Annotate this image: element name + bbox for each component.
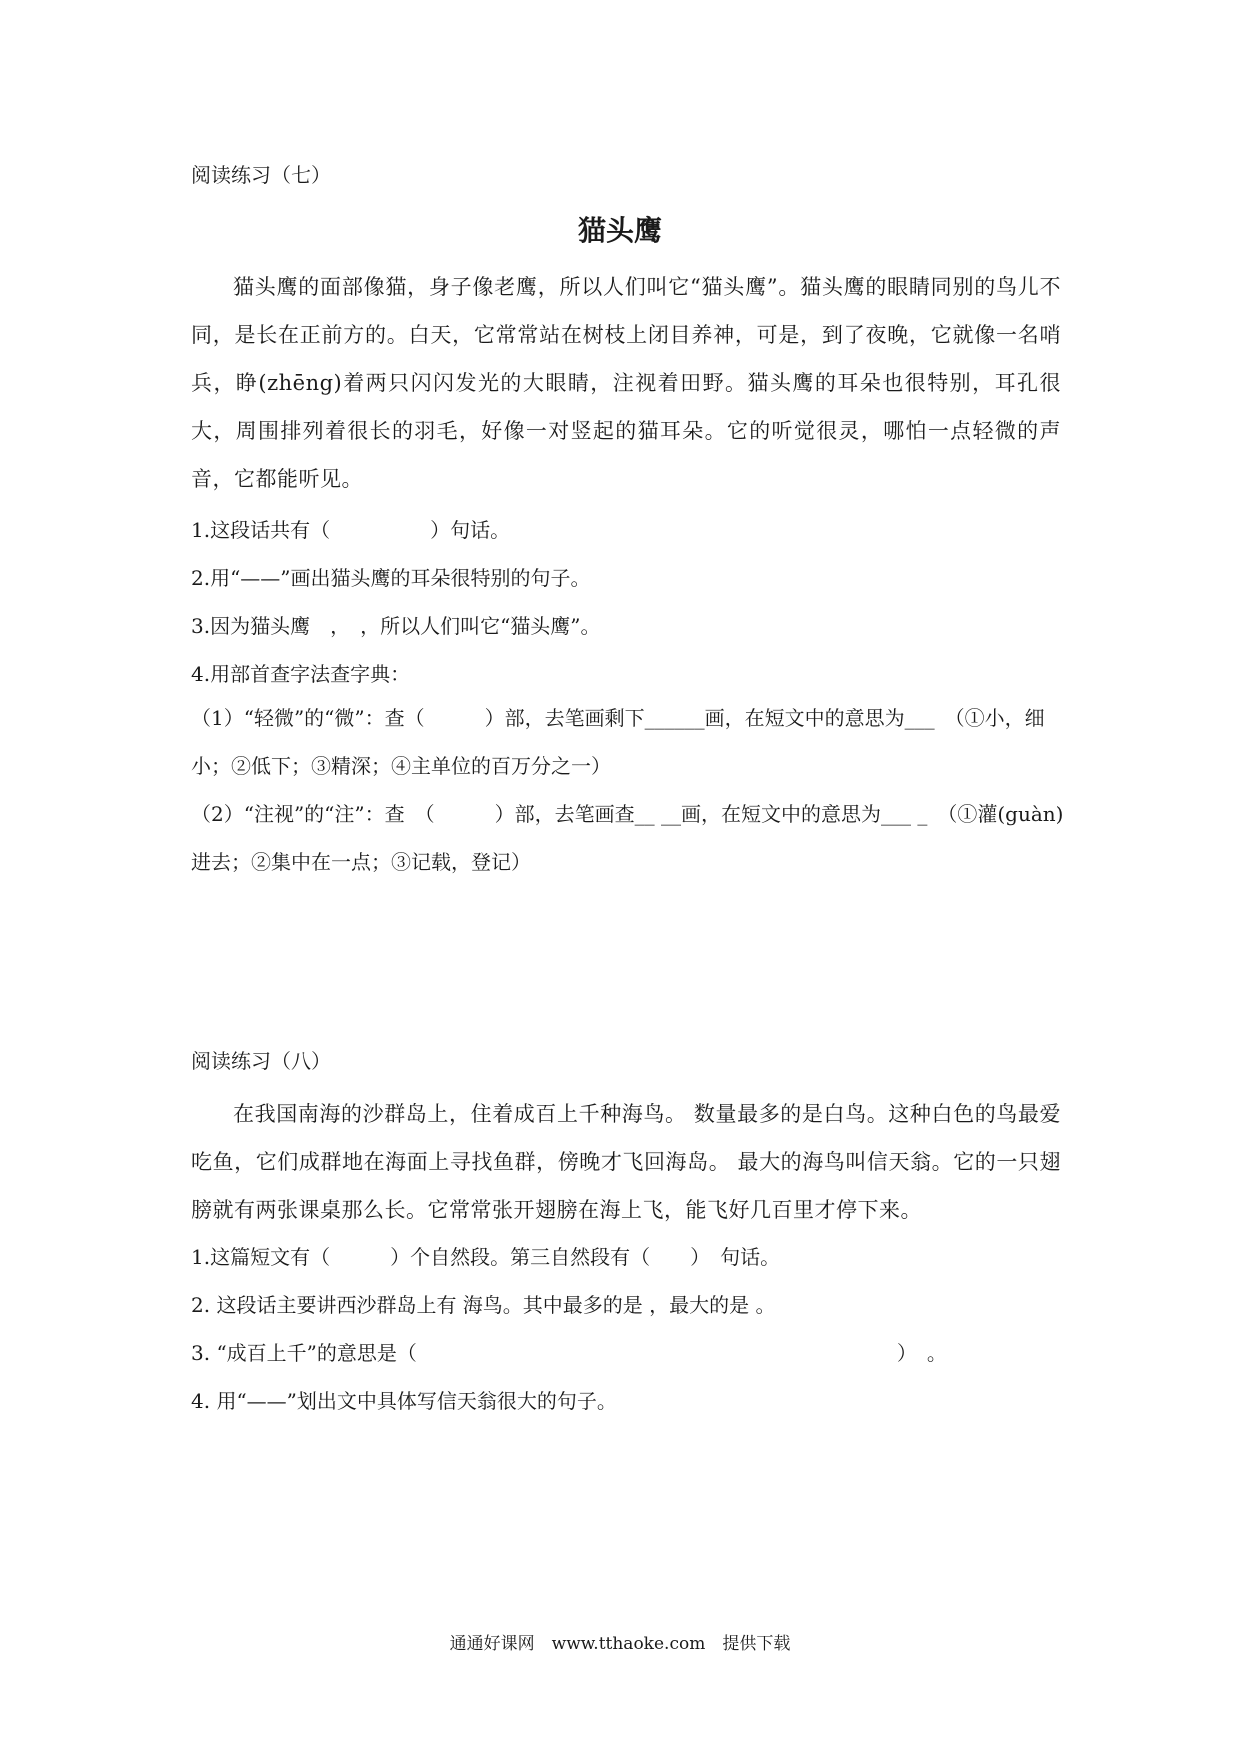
exercise-8-question-4: 4. 用“——”划出文中具体写信天翁很大的句子。	[191, 1389, 617, 1413]
exercise-8-label: 阅读练习（八）	[191, 1049, 331, 1073]
exercise-7-question-4: 4.用部首查字法查字典：	[191, 662, 411, 686]
exercise-7-label: 阅读练习（七）	[191, 163, 331, 187]
exercise-7-question-4-part-1: （1）“轻微”的“微”：查（ ）部，去笔画剩下______画，在短文中的意思为___ （①小，细小；②低下；③精深；④主单位的百万分之一）	[191, 706, 1045, 778]
exercise-8-question-2: 2. 这段话主要讲西沙群岛上有 海鸟。其中最多的是 ，最大的是 。	[191, 1293, 776, 1317]
exercise-8-question-1: 1.这篇短文有（ ）个自然段。第三自然段有（ ） 句话。	[191, 1245, 781, 1269]
exercise-7-question-1: 1.这段话共有（ ）句话。	[191, 518, 511, 542]
exercise-7-title: 猫头鹰	[577, 214, 662, 247]
exercise-8-passage: 在我国南海的沙群岛上，住着成百上千种海鸟。 数量最多的是白鸟。这种白色的鸟最爱吃鱼，它们成群地在海面上寻找鱼群，傍晚才飞回海岛。 最大的海鸟叫信天翁。它的一只翅膀就有两张课桌那么长。它常常张开翅膀在海上飞，能飞好几百里才停下来。	[191, 1102, 1061, 1222]
exercise-7-question-4-part-2: （2）“注视”的“注”：查 （ ）部，去笔画查__ __画，在短文中的意思为___ _ （①灌(guàn)进去；②集中在一点；③记载，登记）	[191, 802, 1064, 874]
exercise-7-passage: 猫头鹰的面部像猫，身子像老鹰，所以人们叫它“猫头鹰”。猫头鹰的眼睛同别的鸟儿不同，是长在正前方的。白天，它常常站在树枝上闭目养神，可是，到了夜晚，它就像一名哨兵，睁(zhēng)着两只闪闪发光的大眼睛，注视着田野。猫头鹰的耳朵也很特别，耳孔很大，周围排列着很长的羽毛，好像一对竖起的猫耳朵。它的听觉很灵，哪怕一点轻微的声音，它都能听见。	[191, 275, 1061, 491]
exercise-7-question-3: 3.因为猫头鹰 ， ，所以人们叫它“猫头鹰”。	[191, 614, 601, 638]
exercise-7-question-2: 2.用“——”画出猫头鹰的耳朵很特别的句子。	[191, 566, 591, 590]
page-footer: 通通好课网 www.tthaoke.com 提供下载	[449, 1634, 791, 1654]
exercise-8-question-3: 3. “成百上千”的意思是（ ） 。	[191, 1341, 947, 1365]
